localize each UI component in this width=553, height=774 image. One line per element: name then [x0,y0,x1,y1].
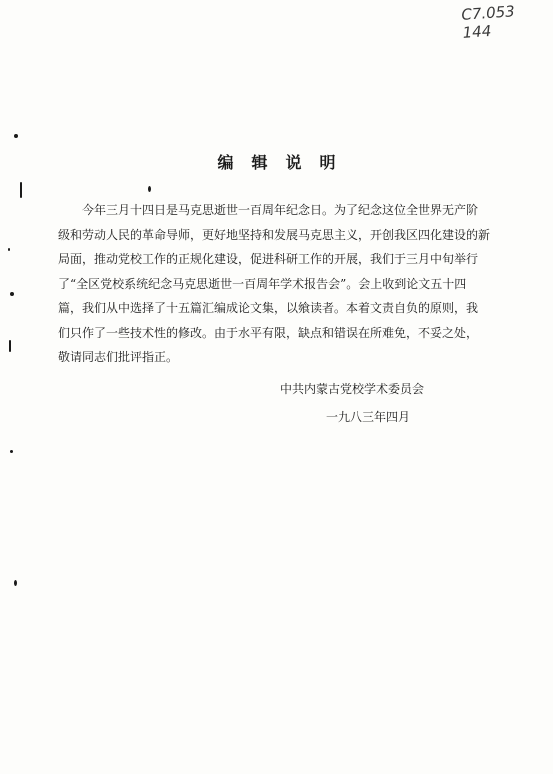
preface-body [58,198,502,370]
page-title: 编辑说明 [217,153,354,172]
preface-line: 了“全区党校系统纪念马克思逝世一百周年学术报告会”。会上收到论文五十四 [58,276,467,291]
signing-date: 一九八三年四月 [326,410,411,424]
scan-speck [10,450,13,453]
handwritten-catalog-note: C7.053 144 [460,2,516,42]
preface-line: 篇，我们从中选择了十五篇汇编成论文集，以飨读者。本着文责自负的原则，我 [58,301,479,315]
scan-speck [8,248,10,251]
preface-line: 局面，推动党校工作的正规化建设，促进科研工作的开展，我们于三月中旬举行 [58,252,479,266]
scan-speck [20,182,22,198]
preface-line: 今年三月十四日是马克思逝世一百周年纪念日。为了纪念这位全世界无产阶 [82,203,479,217]
preface-line: 敬请同志们批评指正。 [58,350,179,364]
scan-speck [10,292,14,296]
scan-speck [148,186,151,192]
preface-line: 们只作了一些技术性的修改。由于水平有限，缺点和错误在所难免，不妥之处， [58,325,479,340]
scan-speck [9,340,11,352]
preface-line: 级和劳动人民的革命导师，更好地坚持和发展马克思主义，开创我区四化建设的新 [58,227,491,242]
signature-block [280,375,424,431]
scan-speck [14,580,17,586]
scan-speck [14,134,18,138]
signing-organization: 中共内蒙古党校学术委员会 [280,382,425,396]
